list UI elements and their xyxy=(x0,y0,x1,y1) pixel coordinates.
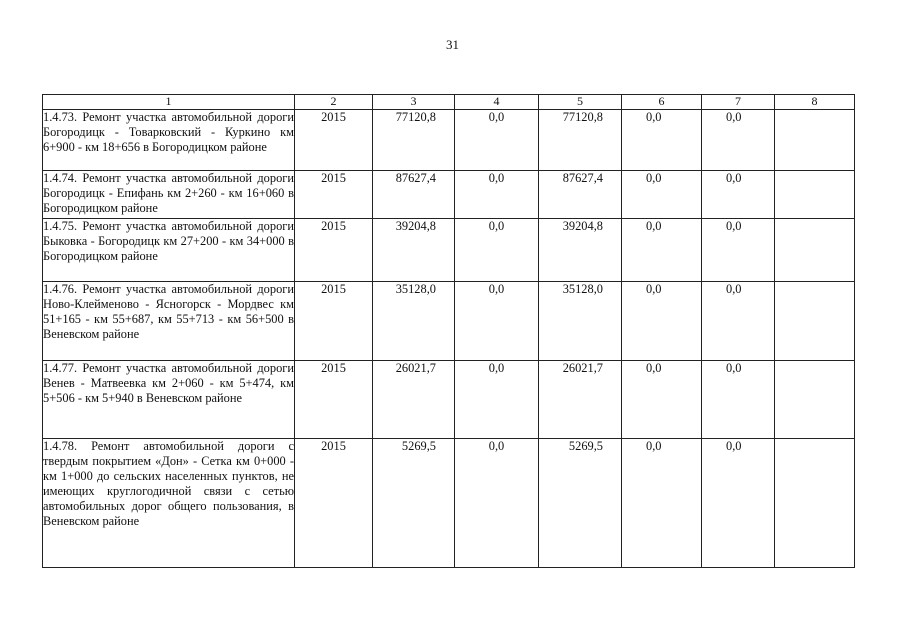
table-header-row xyxy=(43,95,855,110)
row-year: 2015 xyxy=(295,361,373,439)
row-description: 1.4.78. Ремонт автомобильной дороги с твердым покрытием «Дон» - Сетка км 0+000 - км 1+000 до сельских населенных пунктов, не имеющих круглогодичной связи с сетью автомобильных дорог общего пользования, в Веневском районе xyxy=(43,439,295,568)
row-year: 2015 xyxy=(295,110,373,171)
column-header: 5 xyxy=(539,95,622,110)
row-col-3: 26021,7 xyxy=(373,361,455,439)
table-row xyxy=(43,219,855,282)
row-col-7: 0,0 xyxy=(702,282,775,361)
table-row xyxy=(43,361,855,439)
row-col-3: 39204,8 xyxy=(373,219,455,282)
row-col-4: 0,0 xyxy=(455,110,539,171)
row-col-6: 0,0 xyxy=(622,361,702,439)
table-row xyxy=(43,282,855,361)
column-header: 4 xyxy=(455,95,539,110)
row-year: 2015 xyxy=(295,219,373,282)
row-col-4: 0,0 xyxy=(455,219,539,282)
row-col-6: 0,0 xyxy=(622,282,702,361)
budget-table xyxy=(42,94,855,568)
row-description: 1.4.74. Ремонт участка автомобильной дороги Богородицк - Епифань км 2+260 - км 16+060 в Богородицком районе xyxy=(43,171,295,219)
column-header: 2 xyxy=(295,95,373,110)
row-col-5: 77120,8 xyxy=(539,110,622,171)
row-description: 1.4.73. Ремонт участка автомобильной дороги Богородицк - Товарковский - Куркино км 6+900 - км 18+656 в Богородицком районе xyxy=(43,110,295,171)
row-col-8 xyxy=(775,110,855,171)
row-col-8 xyxy=(775,219,855,282)
row-col-8 xyxy=(775,171,855,219)
row-col-8 xyxy=(775,282,855,361)
row-col-6: 0,0 xyxy=(622,110,702,171)
row-col-3: 87627,4 xyxy=(373,171,455,219)
table-row xyxy=(43,171,855,219)
row-year: 2015 xyxy=(295,282,373,361)
row-col-5: 35128,0 xyxy=(539,282,622,361)
row-col-7: 0,0 xyxy=(702,110,775,171)
row-col-4: 0,0 xyxy=(455,171,539,219)
row-col-5: 39204,8 xyxy=(539,219,622,282)
row-col-6: 0,0 xyxy=(622,439,702,568)
row-description: 1.4.77. Ремонт участка автомобильной дороги Венев - Матвеевка км 2+060 - км 5+474, км 5+506 - км 5+940 в Веневском районе xyxy=(43,361,295,439)
row-col-3: 35128,0 xyxy=(373,282,455,361)
column-header: 3 xyxy=(373,95,455,110)
row-col-5: 5269,5 xyxy=(539,439,622,568)
row-col-7: 0,0 xyxy=(702,171,775,219)
row-col-5: 87627,4 xyxy=(539,171,622,219)
row-col-3: 5269,5 xyxy=(373,439,455,568)
row-col-4: 0,0 xyxy=(455,439,539,568)
column-header: 6 xyxy=(622,95,702,110)
column-header: 8 xyxy=(775,95,855,110)
row-col-7: 0,0 xyxy=(702,361,775,439)
row-col-7: 0,0 xyxy=(702,439,775,568)
row-year: 2015 xyxy=(295,439,373,568)
page-number: 31 xyxy=(446,37,459,52)
row-description: 1.4.76. Ремонт участка автомобильной дороги Ново-Клейменово - Ясногорск - Мордвес км 51+165 - км 55+687, км 55+713 - км 56+500 в Веневском районе xyxy=(43,282,295,361)
row-col-4: 0,0 xyxy=(455,361,539,439)
row-col-5: 26021,7 xyxy=(539,361,622,439)
column-header: 7 xyxy=(702,95,775,110)
row-year: 2015 xyxy=(295,171,373,219)
row-col-7: 0,0 xyxy=(702,219,775,282)
row-col-6: 0,0 xyxy=(622,171,702,219)
row-col-6: 0,0 xyxy=(622,219,702,282)
row-col-3: 77120,8 xyxy=(373,110,455,171)
row-col-8 xyxy=(775,361,855,439)
row-description: 1.4.75. Ремонт участка автомобильной дороги Быковка - Богородицк км 27+200 - км 34+000 в Богородицком районе xyxy=(43,219,295,282)
row-col-8 xyxy=(775,439,855,568)
table-row xyxy=(43,439,855,568)
table-row xyxy=(43,110,855,171)
column-header: 1 xyxy=(43,95,295,110)
row-col-4: 0,0 xyxy=(455,282,539,361)
